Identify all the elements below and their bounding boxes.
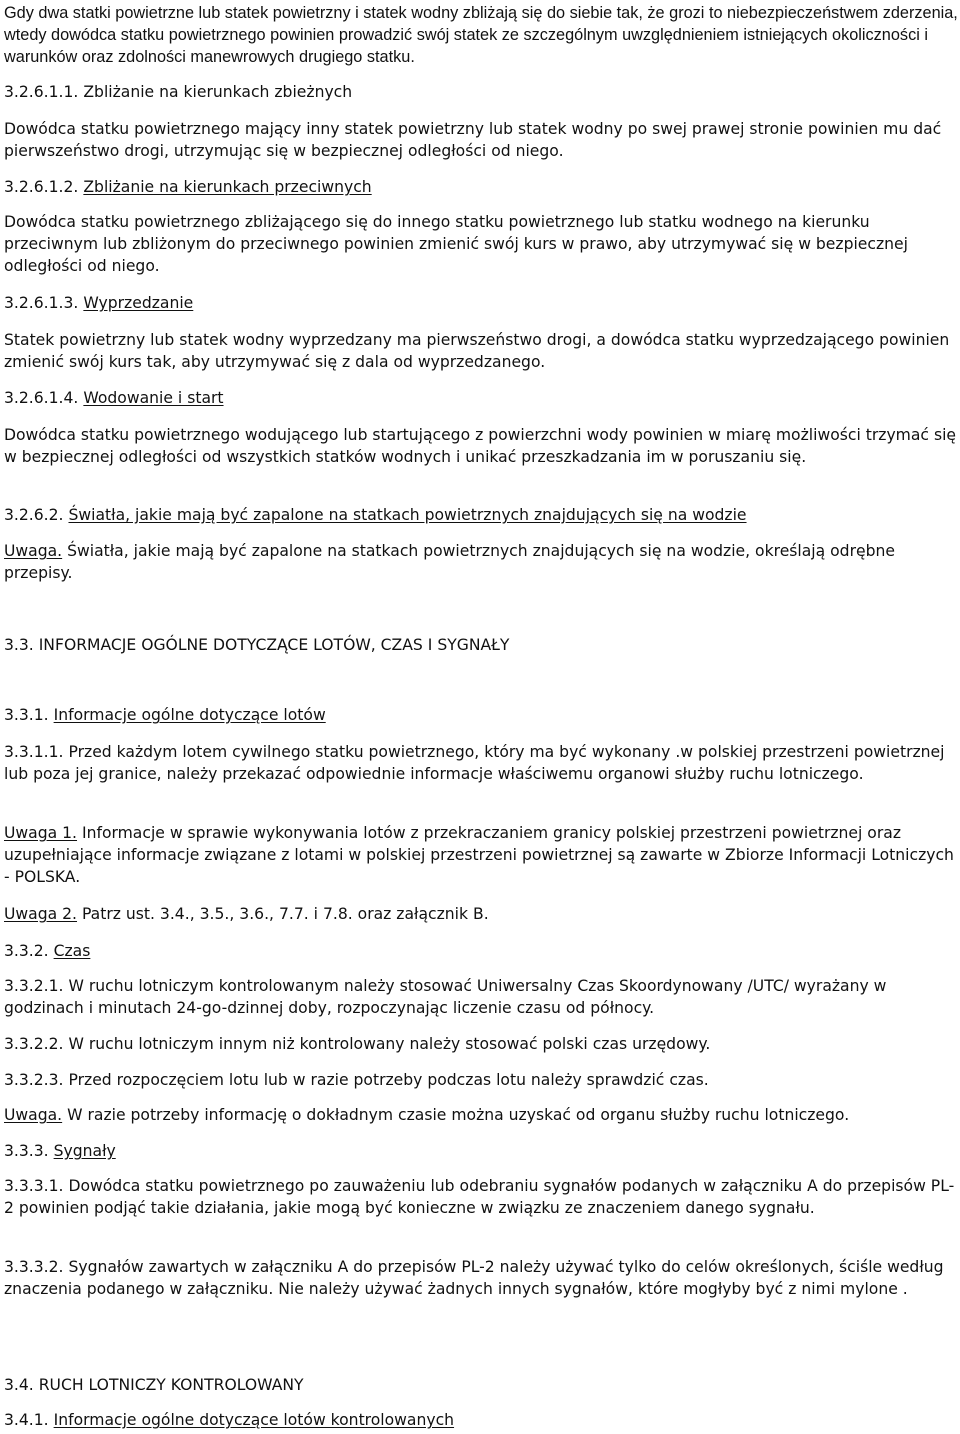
section-title: Informacje ogólne dotyczące lotów kontrolowanych: [53, 1411, 455, 1429]
section-3-2-6-1-2-body: Dowódca statku powietrznego zbliżającego się do innego statku powietrznego lub statku wodnego na kierunku przeciwnym lub zbliżonym do przeciwnego powinien zmienić swój kurs w prawo, aby utrzymywać się w bezpiecznej odległości od niego.: [4, 213, 908, 275]
section-3-2-6-2-heading: [4, 504, 958, 526]
section-number: 3.2.6.1.2.: [4, 178, 79, 196]
section-title: Wyprzedzanie: [83, 294, 194, 312]
section-title: Wodowanie i start: [83, 389, 224, 407]
section-3-3-1-1-body: 3.3.1.1. Przed każdym lotem cywilnego statku powietrznego, który ma być wykonany .w polskiej przestrzeni powietrznej lub poza jej granice, należy przekazać odpowiednie informacje właściwemu organowi służby ruchu lotniczego.: [4, 743, 945, 783]
section-number: 3.3.3.: [4, 1142, 49, 1160]
section-title: Czas: [53, 942, 91, 960]
section-number: 3.2.6.1.1.: [4, 83, 79, 101]
section-3-4-heading: 3.4. RUCH LOTNICZY KONTROLOWANY: [4, 1376, 304, 1394]
note-1: [4, 822, 958, 888]
section-3-3-2-2-body: 3.3.2.2. W ruchu lotniczym innym niż kontrolowany należy stosować polski czas urzędowy.: [4, 1035, 711, 1053]
section-3-4-1-heading: [4, 1409, 958, 1431]
section-3-2-6-1-1-heading: [4, 81, 958, 103]
section-title: Informacje ogólne dotyczące lotów: [53, 706, 326, 724]
section-3-2-6-1-2-heading: [4, 176, 958, 198]
note-label: Uwaga 1.: [4, 824, 78, 842]
note-label: Uwaga.: [4, 1106, 63, 1124]
section-title: Światła, jakie mają być zapalone na statkach powietrznych znajdujących się na wodzie: [68, 506, 747, 524]
section-number: 3.3.1.: [4, 706, 49, 724]
section-3-2-6-1-3-body: Statek powietrzny lub statek wodny wyprzedzany ma pierwszeństwo drogi, a dowódca statku wyprzedzającego powinien zmienić swój kurs tak, aby utrzymywać się z dala od wyprzedzanego.: [4, 331, 950, 371]
note-text: Patrz ust. 3.4., 3.5., 3.6., 7.7. i 7.8. oraz załącznik B.: [77, 905, 489, 923]
section-3-2-6-1-4-body: Dowódca statku powietrznego wodującego lub startującego z powierzchni wody powinien w miarę możliwości trzymać się w bezpiecznej odległości od wszystkich statków wodnych i unikać przeszkadzania im w poruszaniu się.: [4, 426, 956, 466]
section-3-3-heading: 3.3. INFORMACJE OGÓLNE DOTYCZĄCE LOTÓW, CZAS I SYGNAŁY: [4, 636, 510, 654]
section-3-3-3-1-body: 3.3.3.1. Dowódca statku powietrznego po zauważeniu lub odebraniu sygnałów podanych w załączniku A do przepisów PL-2 powinien podjąć takie działania, jakie mogą być konieczne w związku ze znaczeniem danego sygnału.: [4, 1177, 955, 1217]
section-3-2-6-1-1-body: Dowódca statku powietrznego mający inny statek powietrzny lub statek wodny po swej prawej stronie powinien mu dać pierwszeństwo drogi, utrzymując się w bezpiecznej odległości od niego.: [4, 120, 942, 160]
intro-paragraph: Gdy dwa statki powietrzne lub statek powietrzny i statek wodny zbliżają się do siebie tak, że grozi to niebezpieczeństwem zderzenia, wtedy dowódca statku powietrznego powinien prowadzić swój statek ze szczególnym uwzględnieniem istniejących okoliczności i warunków oraz zdolności manewrowych drugiego statku.: [4, 4, 958, 66]
section-3-3-3-2-body: 3.3.3.2. Sygnałów zawartych w załączniku A do przepisów PL-2 należy używać tylko do celów określonych, ściśle według znaczenia podanego w załączniku. Nie należy używać żadnych innych sygnałów, które mogłyby być z nimi mylone .: [4, 1258, 944, 1298]
lights-note: [4, 540, 958, 584]
section-title: Sygnały: [53, 1142, 116, 1160]
section-3-3-2-3-body: 3.3.2.3. Przed rozpoczęciem lotu lub w razie potrzeby podczas lotu należy sprawdzić czas.: [4, 1071, 709, 1089]
note-label: Uwaga.: [4, 542, 63, 560]
time-note: [4, 1104, 958, 1126]
section-3-3-1-heading: [4, 704, 958, 726]
section-3-2-6-1-4-heading: [4, 387, 958, 409]
section-3-2-6-1-3-heading: [4, 292, 958, 314]
note-text: Informacje w sprawie wykonywania lotów z przekraczaniem granicy polskiej przestrzeni powietrznej oraz uzupełniające informacje związane z lotami w polskiej przestrzeni powietrznej są zawarte w Zbiorze Informacji Lotniczych - POLSKA.: [4, 824, 954, 886]
note-text: Światła, jakie mają być zapalone na statkach powietrznych znajdujących się na wodzie, określają odrębne przepisy.: [4, 542, 895, 582]
note-text: W razie potrzeby informację o dokładnym czasie można uzyskać od organu służby ruchu lotniczego.: [62, 1106, 850, 1124]
note-2: [4, 903, 958, 925]
note-label: Uwaga 2.: [4, 905, 78, 923]
section-3-3-2-1-body: 3.3.2.1. W ruchu lotniczym kontrolowanym należy stosować Uniwersalny Czas Skoordynowany /UTC/ wyrażany w godzinach i minutach 24-go-dzinnej doby, rozpoczynając liczenie czasu od północy.: [4, 977, 887, 1017]
section-title: Zbliżanie na kierunkach przeciwnych: [83, 178, 372, 196]
section-number: 3.2.6.1.4.: [4, 389, 79, 407]
section-number: 3.4.1.: [4, 1411, 49, 1429]
section-number: 3.2.6.2.: [4, 506, 64, 524]
section-3-3-2-heading: [4, 940, 958, 962]
section-3-3-3-heading: [4, 1140, 958, 1162]
section-title: Zbliżanie na kierunkach zbieżnych: [83, 83, 353, 101]
section-number: 3.3.2.: [4, 942, 49, 960]
section-number: 3.2.6.1.3.: [4, 294, 79, 312]
